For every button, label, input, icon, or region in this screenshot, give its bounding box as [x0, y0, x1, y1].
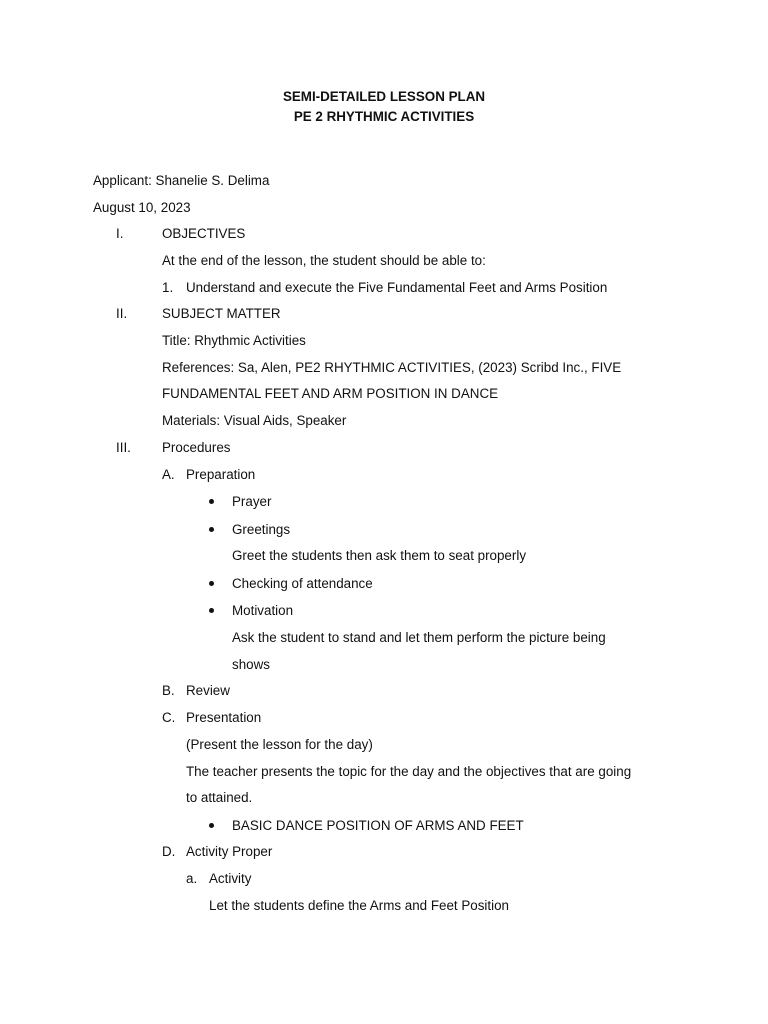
step-b-heading: Review	[186, 683, 230, 698]
date-line: August 10, 2023	[93, 200, 191, 215]
prep-greetings-note: Greet the students then ask them to seat properly	[232, 548, 527, 563]
step-a-heading: Preparation	[186, 467, 256, 482]
subject-title: Title: Rhythmic Activities	[162, 333, 306, 348]
document-title: SEMI-DETAILED LESSON PLAN	[282, 89, 486, 104]
step-c-heading: Presentation	[186, 710, 262, 725]
section-2-heading: SUBJECT MATTER	[162, 306, 281, 321]
section-3-heading: Procedures	[162, 440, 231, 455]
applicant-line: Applicant: Shanelie S. Delima	[93, 173, 270, 188]
presentation-note-2-line-2: to attained.	[186, 790, 253, 805]
references-line-2: FUNDAMENTAL FEET AND ARM POSITION IN DANCE	[162, 386, 499, 401]
step-d-heading: Activity Proper	[186, 844, 273, 859]
section-3-numeral: III.	[116, 440, 131, 455]
section-1-heading: OBJECTIVES	[162, 226, 246, 241]
prep-greetings: Greetings	[232, 522, 291, 537]
prep-motivation-note-1: Ask the student to stand and let them perform the picture being	[232, 630, 606, 645]
substep-a-letter: a.	[186, 871, 198, 886]
section-1-numeral: I.	[116, 226, 124, 241]
prep-prayer: Prayer	[232, 494, 272, 509]
activity-note: Let the students define the Arms and Feet Position	[209, 898, 509, 913]
bullet-icon	[209, 527, 214, 532]
step-a-letter: A.	[162, 467, 175, 482]
bullet-icon	[209, 581, 214, 586]
objectives-intro: At the end of the lesson, the student should be able to:	[162, 253, 486, 268]
prep-motivation: Motivation	[232, 603, 294, 618]
prep-motivation-note-2: shows	[232, 657, 270, 672]
section-2-numeral: II.	[116, 306, 128, 321]
document-subtitle: PE 2 RHYTHMIC ACTIVITIES	[293, 109, 475, 124]
references-line-1: References: Sa, Alen, PE2 RHYTHMIC ACTIVITIES, (2023) Scribd Inc., FIVE	[162, 360, 622, 375]
bullet-icon	[209, 608, 214, 613]
objective-1-number: 1.	[162, 280, 174, 295]
presentation-bullet: BASIC DANCE POSITION OF ARMS AND FEET	[232, 818, 524, 833]
step-b-letter: B.	[162, 683, 175, 698]
prep-attendance: Checking of attendance	[232, 576, 373, 591]
step-d-letter: D.	[162, 844, 176, 859]
bullet-icon	[209, 499, 214, 504]
presentation-note-1: (Present the lesson for the day)	[186, 737, 373, 752]
materials-line: Materials: Visual Aids, Speaker	[162, 413, 347, 428]
step-c-letter: C.	[162, 710, 176, 725]
objective-1-text: Understand and execute the Five Fundamental Feet and Arms Position	[186, 280, 608, 295]
bullet-icon	[209, 823, 214, 828]
presentation-note-2-line-1: The teacher presents the topic for the day and the objectives that are going	[186, 764, 632, 779]
substep-a-heading: Activity	[209, 871, 252, 886]
